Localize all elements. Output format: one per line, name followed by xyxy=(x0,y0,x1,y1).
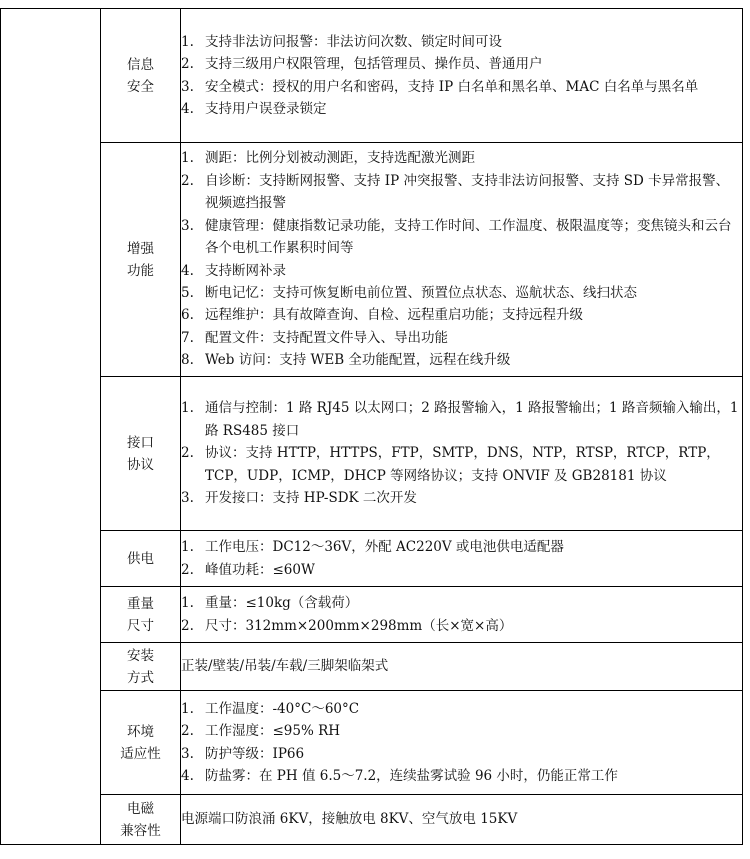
blank-left-column xyxy=(1,9,101,845)
item-text: 安全模式：授权的用户名和密码，支持 IP 白名单和黑名单、MAC 白名单与黑名单 xyxy=(205,78,699,95)
item-number: 4. xyxy=(181,262,194,279)
category-cell xyxy=(101,587,181,643)
category-label: 增强 xyxy=(127,240,154,257)
content-cell xyxy=(181,377,743,531)
category-label: 功能 xyxy=(127,262,154,279)
item-number: 5. xyxy=(181,284,194,301)
item-text: 工作电压：DC12～36V，外配 AC220V 或电池供电适配器 xyxy=(205,539,564,556)
item-text: 防护等级：IP66 xyxy=(205,745,305,762)
category-label: 电磁 xyxy=(127,800,154,817)
item-number: 2. xyxy=(181,56,194,73)
category-label: 适应性 xyxy=(120,745,161,762)
item-number: 1. xyxy=(181,700,194,717)
item-number: 2. xyxy=(181,723,194,740)
spec-row xyxy=(1,531,743,587)
list-item xyxy=(181,147,742,169)
category-label: 信息 xyxy=(127,56,154,73)
item-text: 自诊断：支持断网报警、支持 IP 冲突报警、支持非法访问报警、支持 SD 卡异常报警、视频遮挡报警 xyxy=(205,172,730,212)
category-cell xyxy=(101,531,181,587)
list-item xyxy=(181,698,742,720)
item-number: 2. xyxy=(181,445,194,462)
item-number: 4. xyxy=(181,100,194,117)
item-number: 1. xyxy=(181,595,194,612)
item-number: 3. xyxy=(181,78,194,95)
item-number: 4. xyxy=(181,767,194,784)
item-list xyxy=(181,536,742,581)
item-text: 峰值功耗：≤60W xyxy=(205,561,315,578)
item-text: 工作湿度：≤95% RH xyxy=(205,723,341,740)
category-label: 安全 xyxy=(127,78,154,95)
item-text: 测距：比例分划被动测距，支持选配激光测距 xyxy=(205,150,475,167)
category-cell xyxy=(101,377,181,531)
list-item xyxy=(181,304,742,326)
item-number: 1. xyxy=(181,150,194,167)
item-list xyxy=(181,397,742,509)
spec-row xyxy=(1,9,743,143)
item-number: 3. xyxy=(181,490,194,507)
spec-row xyxy=(1,691,743,795)
item-text: 防盐雾：在 PH 值 6.5～7.2，连续盐雾试验 96 小时，仍能正常工作 xyxy=(205,767,618,784)
content-cell xyxy=(181,587,743,643)
item-text: 开发接口：支持 HP-SDK 二次开发 xyxy=(205,490,417,507)
list-item xyxy=(181,215,742,260)
list-item xyxy=(181,765,742,787)
item-number: 2. xyxy=(181,561,194,578)
list-item xyxy=(181,592,742,614)
spec-row xyxy=(1,795,743,845)
item-text: 通信与控制：1 路 RJ45 以太网口；2 路报警输入，1 路报警输出；1 路音频输入输出，1 路 RS485 接口 xyxy=(205,400,739,439)
category-label: 重量 xyxy=(127,595,154,612)
spec-row xyxy=(1,643,743,691)
list-item xyxy=(181,349,742,371)
category-label: 安装 xyxy=(127,647,154,664)
category-label: 方式 xyxy=(127,669,154,686)
list-item xyxy=(181,282,742,304)
category-cell xyxy=(101,691,181,795)
content-cell xyxy=(181,9,743,143)
content-text: 电源端口防浪涌 6KV，接触放电 8KV、空气放电 15KV xyxy=(181,811,518,828)
category-cell xyxy=(101,643,181,691)
list-item xyxy=(181,720,742,742)
category-label: 供电 xyxy=(127,550,154,567)
item-number: 6. xyxy=(181,307,194,324)
category-label: 环境 xyxy=(127,723,154,740)
item-text: 工作温度：-40°C～60°C xyxy=(205,700,360,717)
list-item xyxy=(181,98,742,120)
content-cell xyxy=(181,795,743,845)
spec-row xyxy=(1,587,743,643)
item-number: 2. xyxy=(181,172,194,189)
item-text: 健康管理：健康指数记录功能，支持工作时间、工作温度、极限温度等；变焦镜头和云台各个电机工作累积时间等 xyxy=(205,217,732,257)
content-cell xyxy=(181,143,743,377)
list-item xyxy=(181,76,742,98)
item-number: 3. xyxy=(181,745,194,762)
list-item xyxy=(181,31,742,53)
content-cell xyxy=(181,691,743,795)
content-text: 正装/壁装/吊装/车载/三脚架临架式 xyxy=(181,658,389,675)
content-cell xyxy=(181,531,743,587)
list-item xyxy=(181,397,742,442)
spec-row xyxy=(1,377,743,531)
spec-table xyxy=(0,8,743,845)
spec-table-body xyxy=(1,9,743,845)
list-item xyxy=(181,615,742,637)
item-text: 支持用户误登录锁定 xyxy=(205,100,327,117)
list-item xyxy=(181,53,742,75)
list-item xyxy=(181,559,742,581)
item-text: 支持三级用户权限管理，包括管理员、操作员、普通用户 xyxy=(205,56,543,73)
list-item xyxy=(181,170,742,215)
item-list xyxy=(181,698,742,788)
category-label: 协议 xyxy=(127,456,154,473)
list-item xyxy=(181,442,742,487)
item-text: Web 访问：支持 WEB 全功能配置，远程在线升级 xyxy=(205,352,511,369)
item-number: 7. xyxy=(181,329,194,346)
list-item xyxy=(181,536,742,558)
list-item xyxy=(181,260,742,282)
list-item xyxy=(181,327,742,349)
item-text: 尺寸：312mm×200mm×298mm（长×宽×高） xyxy=(205,617,513,634)
category-label: 接口 xyxy=(127,434,154,451)
item-text: 重量：≤10kg（含载荷） xyxy=(205,595,359,612)
item-number: 1. xyxy=(181,33,194,50)
category-cell xyxy=(101,143,181,377)
category-cell xyxy=(101,9,181,143)
item-number: 1. xyxy=(181,539,194,556)
item-number: 2. xyxy=(181,617,194,634)
item-list xyxy=(181,31,742,121)
spec-row xyxy=(1,143,743,377)
item-number: 1. xyxy=(181,400,194,417)
content-cell xyxy=(181,643,743,691)
item-number: 8. xyxy=(181,352,194,369)
item-list xyxy=(181,592,742,637)
category-label: 尺寸 xyxy=(127,617,154,634)
list-item xyxy=(181,487,742,509)
item-text: 配置文件：支持配置文件导入、导出功能 xyxy=(205,329,448,346)
item-list xyxy=(181,147,742,371)
item-text: 支持断网补录 xyxy=(205,262,286,279)
item-text: 支持非法访问报警：非法访问次数、锁定时间可设 xyxy=(205,33,502,50)
category-label: 兼容性 xyxy=(120,822,161,839)
item-text: 协议：支持 HTTP，HTTPS，FTP，SMTP，DNS，NTP，RTSP，RTCP，RTP，TCP，UDP，ICMP，DHCP 等网络协议；支持 ONVIF 及 GB28181 协议 xyxy=(205,445,720,484)
category-cell xyxy=(101,795,181,845)
list-item xyxy=(181,743,742,765)
item-text: 远程维护：具有故障查询、自检、远程重启功能；支持远程升级 xyxy=(205,307,583,324)
item-number: 3. xyxy=(181,217,194,234)
item-text: 断电记忆：支持可恢复断电前位置、预置位点状态、巡航状态、线扫状态 xyxy=(205,284,637,301)
